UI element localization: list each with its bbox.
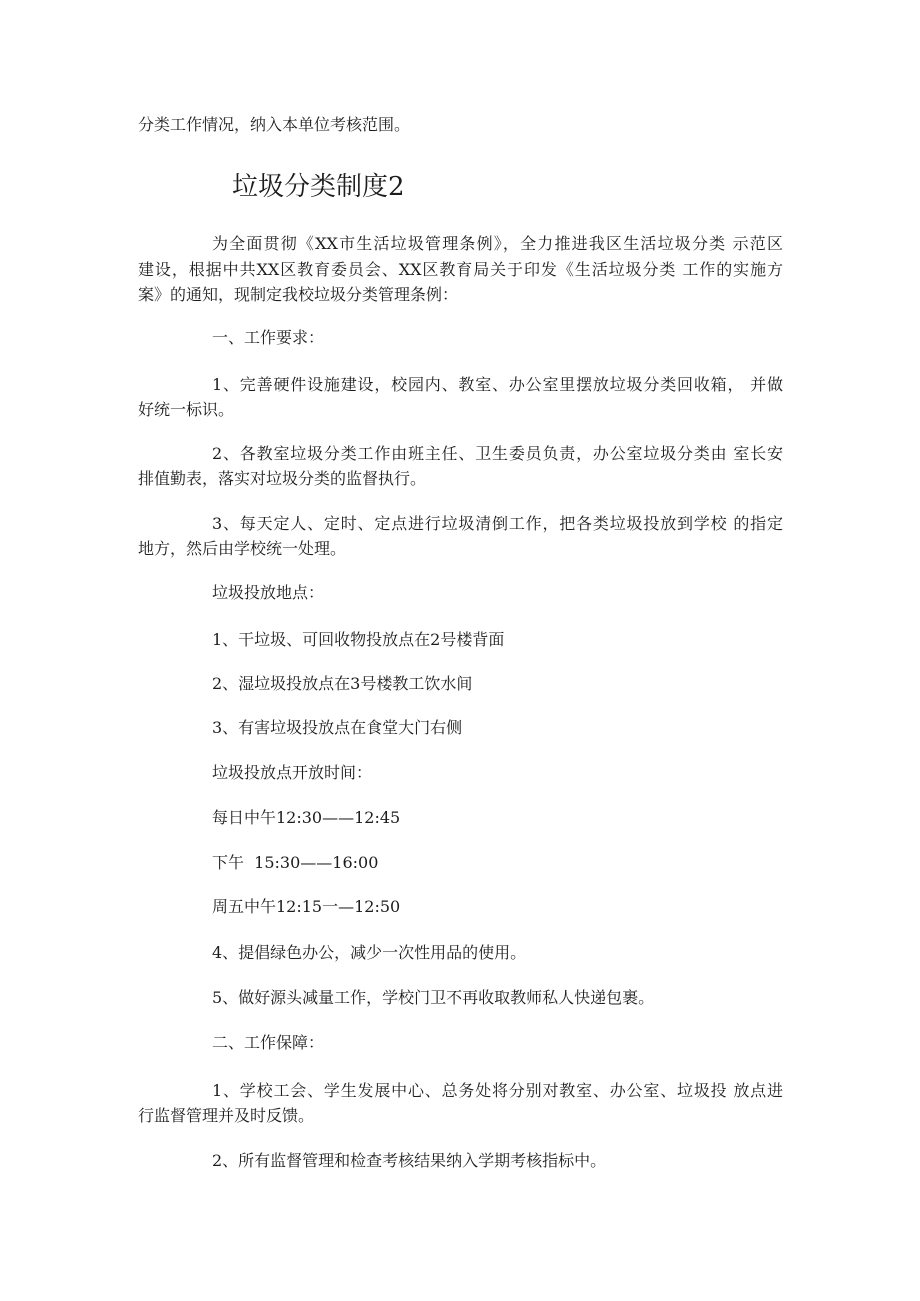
requirement-2-line-2: 排值勤表，落实对垃圾分类的监督执行。 (138, 469, 427, 488)
preamble-line-3: 案》的通知，现制定我校垃圾分类管理条例： (138, 285, 459, 304)
requirement-4-text: 4、提倡绿色办公，减少一次性用品的使用。 (212, 943, 527, 962)
requirement-1-line-1: 1、完善硬件设施建设，校园内、教室、办公室里摆放垃圾分类回收箱， 并做 (212, 375, 783, 394)
guarantee-1-line-2: 行监督管理并及时反馈。 (138, 1106, 315, 1125)
location-item-3: 3、有害垃圾投放点在食堂大门右侧 (212, 718, 463, 737)
location-item-2: 2、湿垃圾投放点在3号楼教工饮水间 (212, 674, 473, 693)
hours-item-1: 每日中午12:30——12:45 (212, 808, 401, 827)
document-title: 垃圾分类制度2 (232, 172, 405, 202)
requirement-1-line-2: 好统一标识。 (138, 400, 235, 419)
guarantee-2-text: 2、所有监督管理和检查考核结果纳入学期考核指标中。 (212, 1151, 607, 1170)
hours-heading: 垃圾投放点开放时间： (212, 763, 373, 782)
preamble-line-1: 为全面贯彻《XX市生活垃圾管理条例》，全力推进我区生活垃圾分类 示范区 (212, 234, 783, 253)
intro-tail-text: 分类工作情况，纳入本单位考核范围。 (138, 115, 411, 134)
hours-item-3: 周五中午12:15一—12:50 (212, 897, 401, 916)
hours-item-2: 下午 15:30——16:00 (212, 853, 379, 872)
requirement-5-text: 5、做好源头减量工作，学校门卫不再收取教师私人快递包裹。 (212, 988, 655, 1007)
requirement-2-line-1: 2、各教室垃圾分类工作由班主任、卫生委员负责，办公室垃圾分类由 室长安 (212, 444, 783, 463)
requirement-3-line-1: 3、每天定人、定时、定点进行垃圾清倒工作，把各类垃圾投放到学校 的指定 (212, 514, 783, 533)
preamble-line-2: 建设，根据中共XX区教育委员会、XX区教育局关于印发《生活垃圾分类 工作的实施方 (138, 260, 783, 279)
guarantee-1-line-1: 1、学校工会、学生发展中心、总务处将分别对教室、办公室、垃圾投 放点进 (212, 1081, 783, 1100)
location-item-1: 1、干垃圾、可回收物投放点在2号楼背面 (212, 630, 505, 649)
locations-heading: 垃圾投放地点： (212, 583, 325, 602)
section2-heading: 二、工作保障： (212, 1033, 325, 1052)
section1-heading: 一、工作要求： (212, 328, 325, 347)
requirement-3-line-2: 地方，然后由学校统一处理。 (138, 539, 347, 558)
